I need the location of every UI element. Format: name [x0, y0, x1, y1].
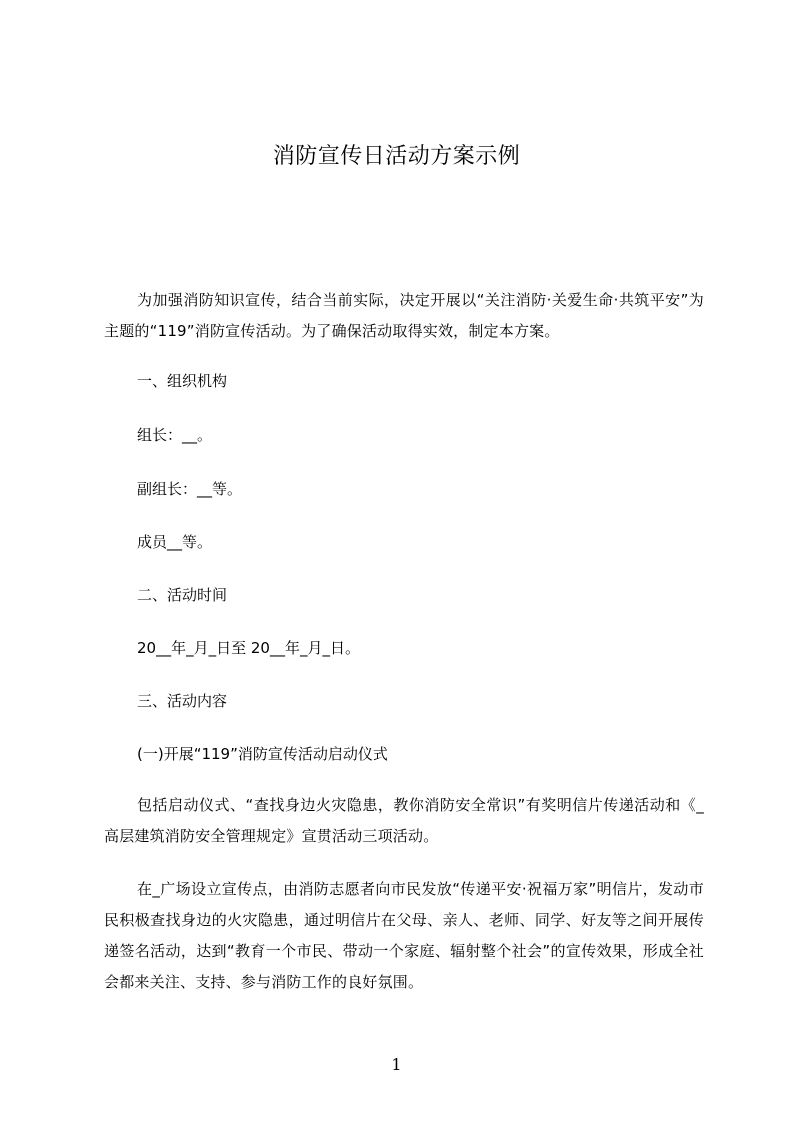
- deputy-leader-line: 副组长：__等。: [137, 480, 243, 498]
- subsection-heading-launch: (一)开展“119”消防宣传活动启动仪式: [137, 745, 388, 763]
- document-title: 消防宣传日活动方案示例: [272, 144, 521, 169]
- intro-paragraph: 为加强消防知识宣传，结合当前实际，决定开展以“关注消防·关爱生命·共筑平安”为主题的“119”消防宣传活动。为了确保活动取得实效，制定本方案。: [104, 291, 704, 340]
- page-number: 1: [391, 1055, 402, 1074]
- section-heading-content: 三、活动内容: [137, 692, 228, 710]
- section-heading-time: 二、活动时间: [137, 586, 228, 604]
- launch-paragraph: 包括启动仪式、“查找身边火灾隐患，教你消防安全常识”有奖明信片传递活动和《_高层建筑消防安全管理规定》宣贯活动三项活动。: [104, 796, 704, 845]
- activity-time-line: 20__年_月_日至 20__年_月_日。: [137, 639, 360, 657]
- members-line: 成员__等。: [137, 533, 213, 551]
- activity-paragraph: 在_广场设立宣传点，由消防志愿者向市民发放“传递平安·祝福万家”明信片，发动市民积极查找身边的火灾隐患，通过明信片在父母、亲人、老师、同学、好友等之间开展传递签名活动，达到“教育一个市民、带动一个家庭、辐射整个社会”的宣传效果，形成全社会都来关注、支持、参与消防工作的良好氛围。: [104, 880, 704, 991]
- leader-line: 组长：__。: [137, 426, 213, 444]
- section-heading-organization: 一、组织机构: [137, 372, 228, 390]
